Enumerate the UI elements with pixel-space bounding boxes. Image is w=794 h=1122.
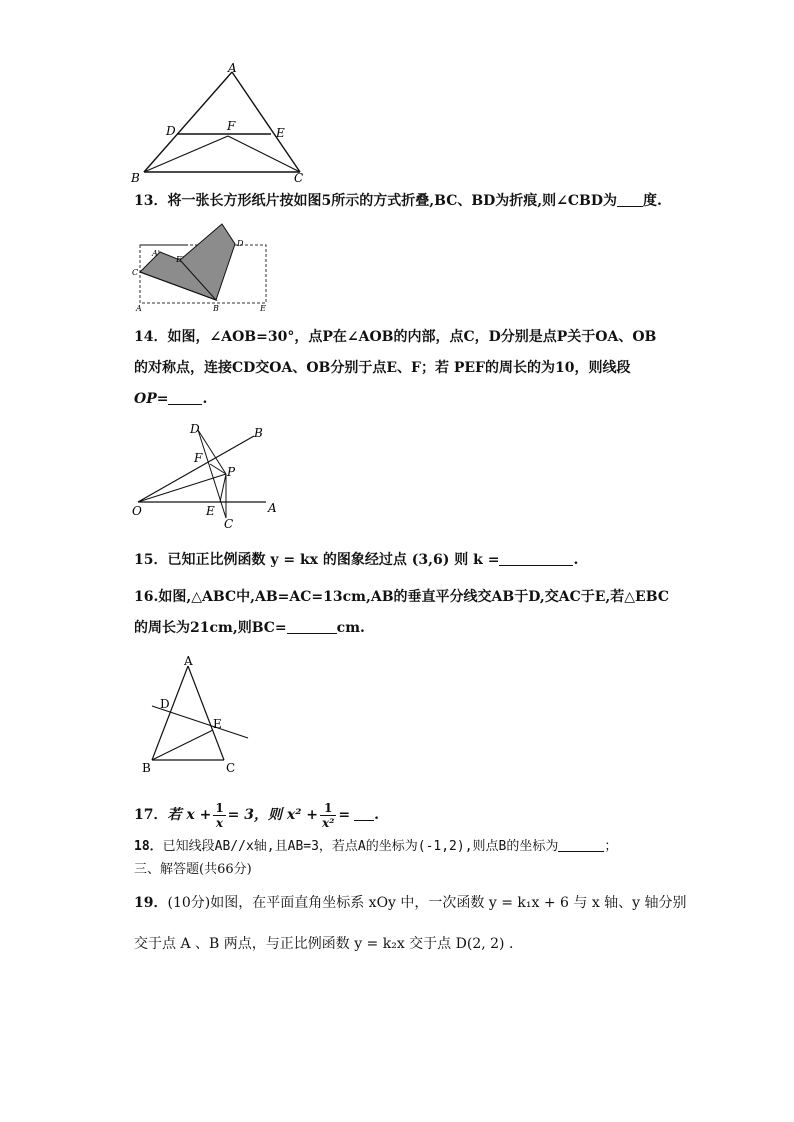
segment-EP	[220, 474, 226, 502]
question-13-text: 将一张长方形纸片按如图5所示的方式折叠,BC、BD为折痕,则∠CBD为	[167, 193, 618, 209]
segment-AC	[232, 72, 300, 172]
segment-AB	[144, 72, 232, 172]
figure-q14-angle	[128, 418, 288, 530]
label-B: B	[254, 426, 263, 440]
fraction-2-numerator: 1	[320, 801, 336, 816]
question-17-mid: = 3，则 x² +	[227, 807, 318, 823]
question-19-line-2	[134, 934, 513, 954]
question-14-answer-blank[interactable]	[168, 390, 202, 405]
label-C: C	[294, 171, 304, 185]
question-19-line-1	[134, 893, 687, 913]
fraction-1-numerator: 1	[215, 800, 224, 815]
question-14-line-1	[134, 327, 656, 347]
label-F: F	[194, 451, 203, 465]
segment-AC	[188, 666, 224, 760]
question-17-number: 17．	[134, 807, 168, 823]
label-E: E	[206, 504, 215, 518]
question-18-number: 18．	[134, 839, 163, 854]
question-17-end: .	[374, 807, 380, 823]
question-17-fraction-1	[213, 801, 225, 830]
fraction-1-denominator: x	[215, 815, 224, 830]
section-heading	[134, 860, 252, 880]
label-C: C	[132, 268, 139, 277]
label-E-prime: E'	[176, 255, 185, 264]
label-D: D	[237, 239, 244, 248]
question-16-end: cm.	[336, 620, 365, 636]
question-16-text-1: 如图,△ABC中,AB=AC=13cm,AB的垂直平分线交AB于D,交AC于E,若△EBC	[158, 589, 669, 605]
label-D: D	[166, 124, 176, 138]
label-A: A	[268, 501, 277, 515]
label-A: A	[228, 61, 237, 75]
label-E: E	[260, 304, 266, 312]
label-E: E	[213, 717, 222, 731]
question-15-number: 15．	[134, 552, 168, 568]
question-14-text-3: OP=	[134, 391, 169, 407]
segment-OP	[138, 474, 226, 502]
question-17	[134, 798, 379, 832]
question-16-line-1	[134, 587, 669, 607]
figure-q13-folded-paper	[130, 220, 272, 312]
ray-OB	[138, 436, 254, 502]
segment-BF	[144, 136, 228, 172]
question-19-number: 19．	[134, 895, 168, 911]
label-A-prime: A'	[152, 249, 160, 258]
question-18-text: 已知线段AB//x轴,且AB=3，若点A的坐标为(-1,2),则点B的坐标为	[162, 839, 559, 854]
question-14-text-2: 的对称点，连接CD交OA、OB分别于点E、F；若 PEF的周长的为10，则线段	[134, 360, 631, 376]
question-17-fraction-2	[320, 801, 336, 830]
question-18-answer-blank[interactable]	[558, 837, 604, 852]
question-16-answer-blank[interactable]	[287, 619, 337, 634]
label-A: A	[136, 304, 142, 312]
question-13-answer-blank[interactable]	[617, 192, 643, 207]
question-14-line-2	[134, 358, 630, 378]
label-C: C	[224, 517, 234, 530]
section-title: 三、解答题(共66分)	[134, 862, 252, 877]
label-D: D	[190, 422, 200, 436]
question-14-text-1: 如图，∠AOB=30°，点P在∠AOB的内部，点C，D分别是点P关于OA、OB	[167, 329, 657, 345]
question-17-post: =	[338, 807, 351, 823]
label-B: B	[213, 304, 219, 312]
question-13-number: 13．	[134, 193, 168, 209]
question-15-end: .	[573, 552, 579, 568]
question-17-pre: 若 x +	[167, 807, 212, 823]
label-F: F	[227, 119, 236, 133]
fraction-2-denominator: x²	[321, 815, 335, 830]
label-A: A	[184, 654, 193, 668]
label-E: E	[276, 126, 285, 140]
question-15	[134, 550, 578, 570]
question-14-line-3	[134, 389, 207, 409]
question-18-end: ；	[604, 839, 618, 854]
question-13	[134, 191, 662, 211]
figure-q16-triangle	[134, 650, 256, 778]
question-16-line-2	[134, 618, 365, 638]
label-O: O	[132, 504, 142, 518]
label-C: C	[226, 761, 236, 775]
segment-FC	[228, 136, 300, 172]
label-D: D	[160, 697, 170, 711]
label-P: P	[227, 465, 236, 479]
segment-AB	[152, 666, 188, 760]
segment-FP	[210, 464, 226, 474]
question-19-text-1: (10分)如图，在平面直角坐标系 xOy 中，一次函数 y = k₁x + 6 与 x 轴、y 轴分别	[167, 895, 687, 911]
question-14-number: 14．	[134, 329, 168, 345]
question-15-text: 已知正比例函数 y = kx 的图象经过点 (3,6) 则 k =	[167, 552, 500, 568]
question-15-answer-blank[interactable]	[499, 551, 573, 566]
label-B: B	[142, 761, 151, 775]
question-14-end: .	[202, 391, 208, 407]
label-B: B	[131, 171, 140, 185]
question-16-number: 16.	[134, 589, 159, 605]
question-19-text-2: 交于点 A 、B 两点，与正比例函数 y = k₂x 交于点 D(2, 2) .	[134, 936, 514, 952]
figure-q12-triangle	[128, 60, 308, 185]
question-17-answer-blank[interactable]	[354, 806, 374, 821]
question-18	[134, 837, 617, 857]
question-13-end: 度.	[643, 193, 662, 209]
question-16-text-2: 的周长为21cm,则BC=	[134, 620, 287, 636]
